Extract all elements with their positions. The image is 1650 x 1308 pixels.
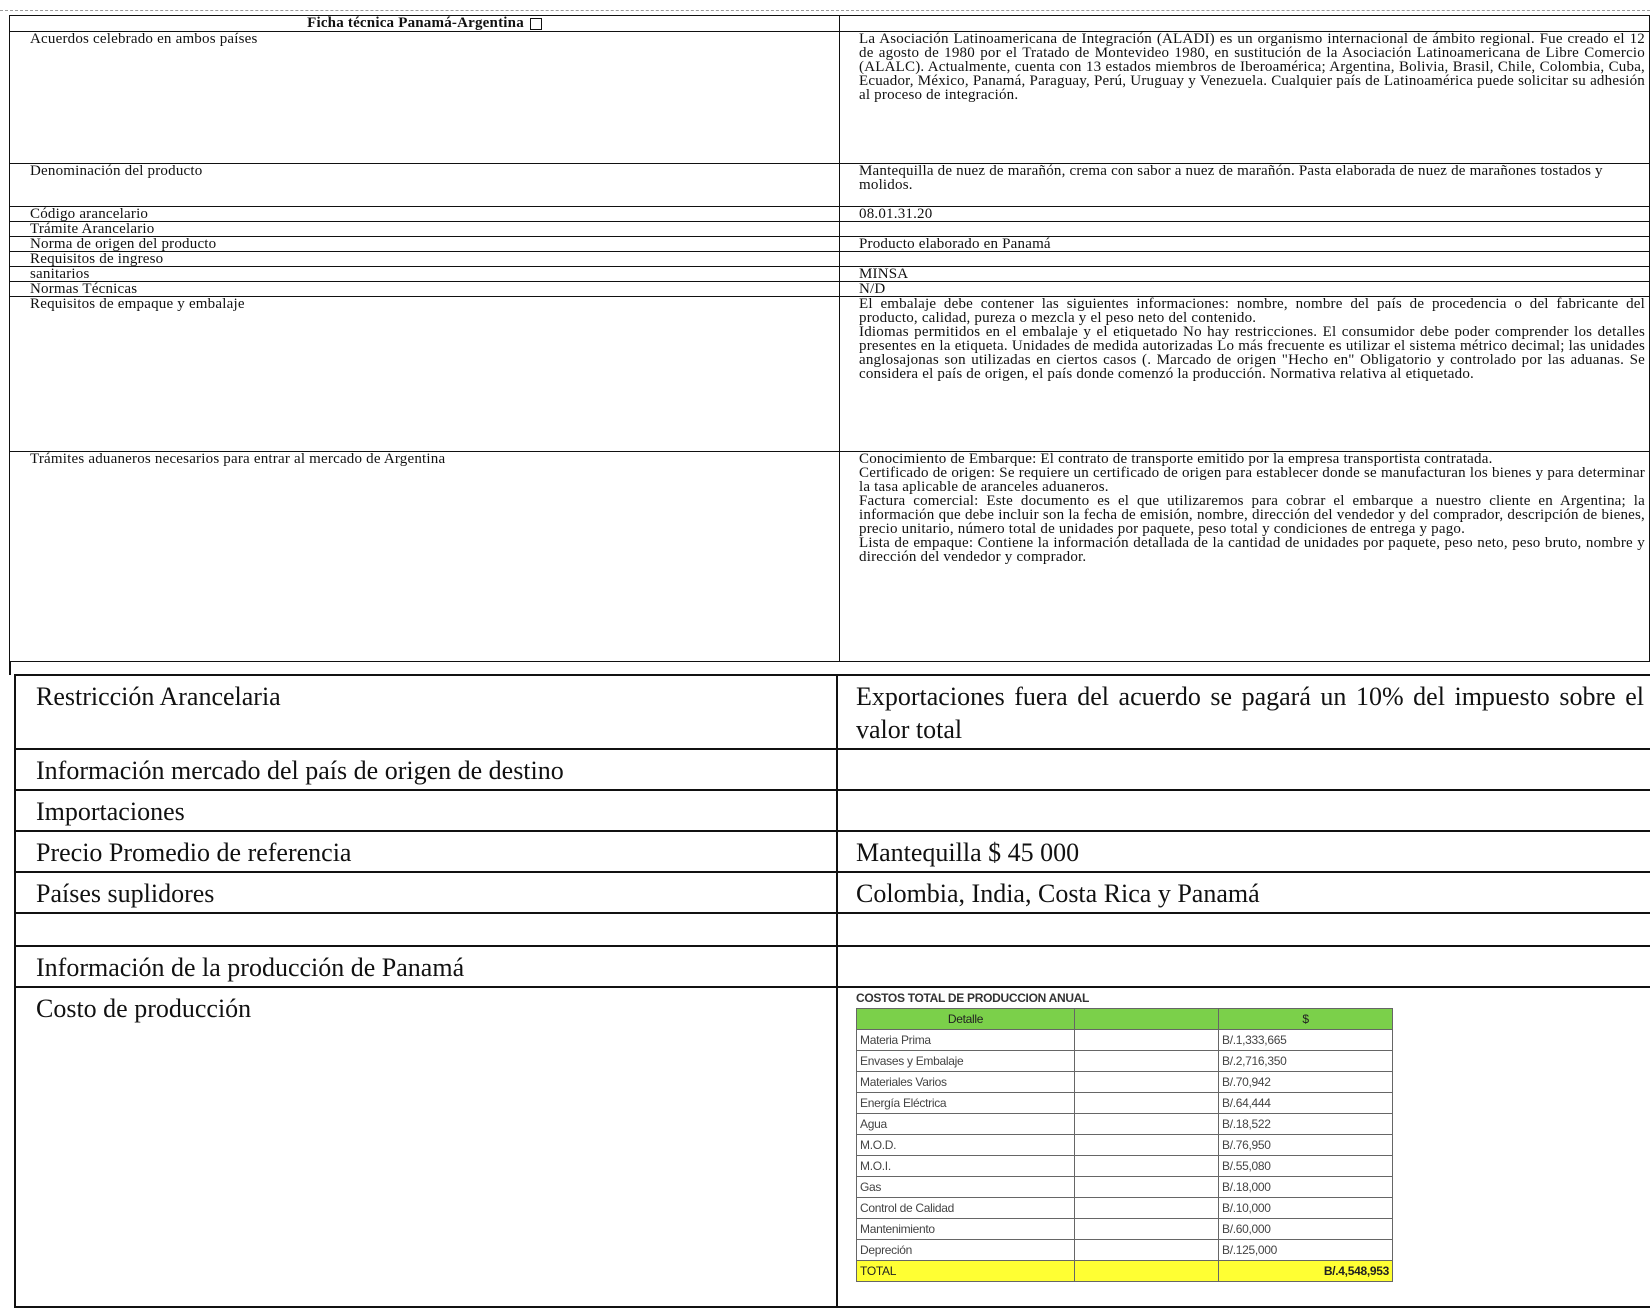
bullet-square-icon: [530, 18, 542, 30]
left-vertical-rule: [9, 662, 11, 675]
top-dashed-border: [0, 10, 1650, 11]
row-label: Código arancelario: [10, 207, 840, 222]
cost-amount: B/.125,000: [1219, 1240, 1393, 1261]
cost-table-image: [856, 990, 1644, 1282]
row-value: Mantequilla $ 45 000: [837, 831, 1650, 872]
cost-amount: B/.55,080: [1219, 1156, 1393, 1177]
row-label: Restricción Arancelaria: [15, 675, 837, 749]
row-value: N/D: [840, 282, 1650, 297]
row-label: Requisitos de empaque y embalaje: [10, 297, 840, 452]
ficha-tecnica-table: [9, 15, 1650, 662]
cost-blank: [1075, 1177, 1219, 1198]
row-value: MINSA: [840, 267, 1650, 282]
cost-item: Agua: [857, 1114, 1075, 1135]
row-label: Acuerdos celebrado en ambos países: [10, 32, 840, 164]
row-label: [15, 913, 837, 946]
table-title-empty: [840, 16, 1650, 32]
row-label: Importaciones: [15, 790, 837, 831]
table-row: [857, 1093, 1393, 1114]
cost-item: Depreción: [857, 1240, 1075, 1261]
row-label: Países suplidores: [15, 872, 837, 913]
cost-total-row: [857, 1261, 1393, 1282]
row-value: Conocimiento de Embarque: El contrato de transporte emitido por la empresa transportista contratada. Certificado de origen: Se requiere un certificado de origen para establecer donde se manufacturan los bienes y para determinar la tasa aplicable de aranceles aduaneros. Factura comercial: Este documento es el que utilizaremos para cobrar el embarque a nuestro cliente en Argentina; la información que debe incluir son la fecha de emisión, nombre, dirección del vendedor y del comprador, descripción de bienes, precio unitario, número total de unidades por paquete, peso total y condiciones de entrega y pago. Lista de empaque: Contiene la información detallada de la cantidad de unidades por paquete, peso neto, peso bruto, nombre y dirección del vendedor y comprador.: [840, 452, 1650, 662]
cost-header-amount: $: [1219, 1009, 1393, 1030]
row-label: Normas Técnicas: [10, 282, 840, 297]
cost-table-cell: [837, 987, 1650, 1307]
cost-amount: B/.1,333,665: [1219, 1030, 1393, 1051]
cost-item: Envases y Embalaje: [857, 1051, 1075, 1072]
cost-table-header: [857, 1009, 1393, 1030]
cost-amount: B/.18,000: [1219, 1177, 1393, 1198]
cost-blank: [1075, 1030, 1219, 1051]
row-label: Precio Promedio de referencia: [15, 831, 837, 872]
cost-amount: B/.2,716,350: [1219, 1051, 1393, 1072]
table-row: [857, 1177, 1393, 1198]
cost-blank: [1075, 1051, 1219, 1072]
table-title: Ficha técnica Panamá-Argentina: [10, 16, 840, 32]
table-row: [857, 1156, 1393, 1177]
row-label: sanitarios: [10, 267, 840, 282]
row-value: Exportaciones fuera del acuerdo se pagará un 10% del impuesto sobre el valor total: [837, 675, 1650, 749]
cost-item: M.O.D.: [857, 1135, 1075, 1156]
row-value: [837, 749, 1650, 790]
row-value: Mantequilla de nuez de marañón, crema con sabor a nuez de marañón. Pasta elaborada de nuez de marañones tostados y molidos.: [840, 164, 1650, 207]
row-value: [840, 252, 1650, 267]
row-value: [840, 222, 1650, 237]
table-row: [857, 1198, 1393, 1219]
cost-total-value: B/.4,548,953: [1219, 1261, 1393, 1282]
table-row: [857, 1240, 1393, 1261]
row-value: 08.01.31.20: [840, 207, 1650, 222]
row-label: Costo de producción: [15, 987, 837, 1307]
row-value: El embalaje debe contener las siguientes informaciones: nombre, nombre del país de procedencia o del fabricante del producto, calidad, pureza o mezcla y el peso neto del contenido. Idiomas permitidos en el embalaje y el etiquetado No hay restricciones. El consumidor debe poder comprender los detalles presentes en la etiqueta. Unidades de medida autorizadas Lo más frecuente es utilizar el sistema métrico decimal; las unidades anglosajonas son utilizadas en ciertos casos (. Marcado de origen "Hecho en" Obligatorio y controlado por las aduanas. Se considera el país de origen, el país donde comenzó la producción. Normativa relativa al etiquetado.: [840, 297, 1650, 452]
row-label: Denominación del producto: [10, 164, 840, 207]
row-label: Norma de origen del producto: [10, 237, 840, 252]
cost-blank: [1075, 1156, 1219, 1177]
row-label: Trámite Arancelario: [10, 222, 840, 237]
cost-amount: B/.10,000: [1219, 1198, 1393, 1219]
row-value: Producto elaborado en Panamá: [840, 237, 1650, 252]
table-row: [857, 1114, 1393, 1135]
table-row: [857, 1135, 1393, 1156]
cost-header-blank: [1075, 1009, 1219, 1030]
row-label: Información mercado del país de origen de destino: [15, 749, 837, 790]
table-row: [857, 1219, 1393, 1240]
row-value: Colombia, India, Costa Rica y Panamá: [837, 872, 1650, 913]
cost-item: M.O.I.: [857, 1156, 1075, 1177]
row-label: Requisitos de ingreso: [10, 252, 840, 267]
cost-item: Control de Calidad: [857, 1198, 1075, 1219]
table-row: [857, 1051, 1393, 1072]
row-value: [837, 913, 1650, 946]
cost-amount: B/.60,000: [1219, 1219, 1393, 1240]
cost-header-detalle: Detalle: [857, 1009, 1075, 1030]
cost-amount: B/.70,942: [1219, 1072, 1393, 1093]
cost-blank: [1075, 1198, 1219, 1219]
cost-item: Mantenimiento: [857, 1219, 1075, 1240]
cost-table: [856, 1008, 1393, 1282]
cost-amount: B/.64,444: [1219, 1093, 1393, 1114]
row-label: Información de la producción de Panamá: [15, 946, 837, 987]
row-value: [837, 790, 1650, 831]
cost-blank: [1075, 1219, 1219, 1240]
cost-table-caption: COSTOS TOTAL DE PRODUCCION ANUAL: [856, 991, 1090, 1005]
cost-item: Materiales Varios: [857, 1072, 1075, 1093]
cost-blank: [1075, 1135, 1219, 1156]
table-row: [857, 1072, 1393, 1093]
cost-amount: B/.18,522: [1219, 1114, 1393, 1135]
row-label: Trámites aduaneros necesarios para entrar al mercado de Argentina: [10, 452, 840, 662]
cost-blank: [1075, 1240, 1219, 1261]
cost-total-label: TOTAL: [857, 1261, 1075, 1282]
cost-blank: [1075, 1261, 1219, 1282]
row-value: La Asociación Latinoamericana de Integración (ALADI) es un organismo internacional de ámbito regional. Fue creado el 12 de agosto de 1980 por el Tratado de Montevideo 1980, en sustitución de la Asociación Latinoamericana de Libre Comercio (ALALC). Actualmente, cuenta con 13 estados miembros de Iberoamérica; Argentina, Bolivia, Brasil, Chile, Colombia, Cuba, Ecuador, México, Panamá, Paraguay, Perú, Uruguay y Venezuela. Cualquier país de Latinoamérica puede solicitar su adhesión al proceso de integración.: [840, 32, 1650, 164]
cost-blank: [1075, 1072, 1219, 1093]
row-value: [837, 946, 1650, 987]
cost-blank: [1075, 1114, 1219, 1135]
cost-blank: [1075, 1093, 1219, 1114]
mercado-table: [14, 674, 1650, 1308]
table-row: [857, 1030, 1393, 1051]
cost-item: Energía Eléctrica: [857, 1093, 1075, 1114]
cost-item: Gas: [857, 1177, 1075, 1198]
cost-amount: B/.76,950: [1219, 1135, 1393, 1156]
cost-item: Materia Prima: [857, 1030, 1075, 1051]
